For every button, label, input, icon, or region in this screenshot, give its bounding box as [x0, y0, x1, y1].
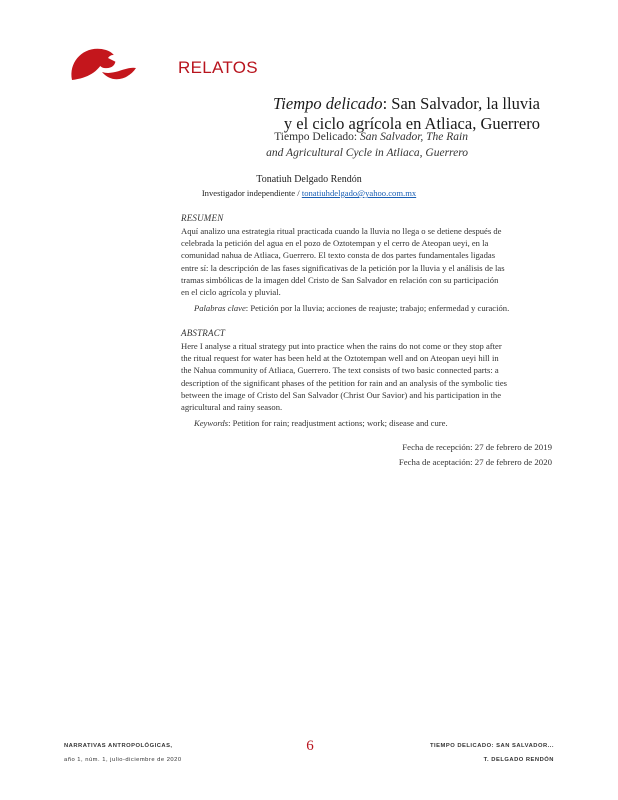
- resumen-line: entre sí: la descripción de las fases significativas de la petición por la lluvia y el análisis de las: [181, 262, 505, 273]
- article-title-line-2: y el ciclo agrícola en Atliaca, Guerrero: [283, 114, 540, 133]
- abstract-line: between the image of Cristo del San Salvador (Christ Our Savior) and his participation in the: [181, 389, 502, 400]
- section-label: RELATOS: [178, 58, 258, 77]
- red-swirl-logo-icon: [62, 38, 140, 90]
- author-affiliation: [0, 188, 618, 198]
- resumen-line: comunidad nahua de Atliaca, Guerrero. El texto consta de dos partes fundamentales ligadas: [181, 250, 496, 261]
- title-rest: : San Salvador, la lluvia: [382, 94, 540, 113]
- resumen-heading: RESUMEN: [181, 213, 224, 223]
- abstract-keywords: [194, 417, 554, 429]
- abstract-line: Here I analyse a ritual strategy put into practice when the rains do not come or they stop after: [181, 341, 502, 351]
- abstract-line: the Nahua community of Atliaca, Guerrero. The text consists of two basic connected parts: a: [181, 365, 499, 376]
- english-title-line-2: and Agricultural Cycle in Atliaca, Guerrero: [266, 147, 468, 159]
- keywords-label: Palabras clave: [194, 303, 246, 313]
- keywords-text: : Petition for rain; readjustment actions; work; disease and cure.: [228, 418, 448, 428]
- resumen-line: en el ciclo agrícola y pluvial.: [181, 287, 281, 298]
- footer-running-author: T. DELGADO RENDÓN: [483, 757, 554, 763]
- page-number: 6: [306, 738, 314, 754]
- resumen-keywords: [194, 302, 554, 314]
- abstract-body: [181, 340, 553, 413]
- affiliation-text: Investigador independiente /: [201, 188, 302, 198]
- author-name: Tonatiuh Delgado Rendón: [256, 174, 362, 185]
- english-title-line-1: [274, 131, 468, 143]
- footer-journal: NARRATIVAS ANTROPOLÓGICAS,: [64, 743, 173, 749]
- abstract-line: agricultural and rainy season.: [181, 402, 283, 413]
- title-italic: Tiempo delicado: [273, 94, 383, 113]
- footer-issue: año 1, núm. 1, julio-diciembre de 2020: [64, 757, 182, 763]
- resumen-line: celebrada la petición del agua en el pozo de Oztotempan y el cerro de Ateopan ueyi, en la: [181, 238, 489, 249]
- keywords-label: Keywords: [194, 418, 229, 428]
- resumen-line: Aquí analizo una estrategia ritual practicada cuando la lluvia no llega o se detiene después de: [181, 226, 502, 236]
- english-title-plain: Tiempo Delicado:: [274, 131, 361, 143]
- accepted-date: Fecha de aceptación: 27 de febrero de 2020: [398, 457, 552, 467]
- article-title-line-1: [273, 94, 540, 114]
- english-title-italic: San Salvador, The Rain: [360, 131, 468, 143]
- abstract-line: the ritual request for water has been held at the Oztotempan well and on Ateopan ueyi hill in: [181, 353, 499, 364]
- resumen-line: tramas simbólicas de la imagen ddel Cristo de San Salvador en relación con su participación: [181, 274, 499, 285]
- resumen-body: [181, 225, 553, 298]
- keywords-text: : Petición por la lluvia; acciones de reajuste; trabajo; enfermedad y curación.: [245, 303, 510, 313]
- abstract-line: description of the significant phases of the petition for rain and an analysis of the symbolic ties: [181, 377, 508, 388]
- author-email-link[interactable]: tonatiuhdelgado@yahoo.com.mx: [301, 188, 417, 198]
- abstract-heading: ABSTRACT: [181, 328, 226, 338]
- received-date: Fecha de recepción: 27 de febrero de 2019: [402, 442, 552, 452]
- footer-running-title: TIEMPO DELICADO: SAN SALVADOR...: [430, 743, 554, 749]
